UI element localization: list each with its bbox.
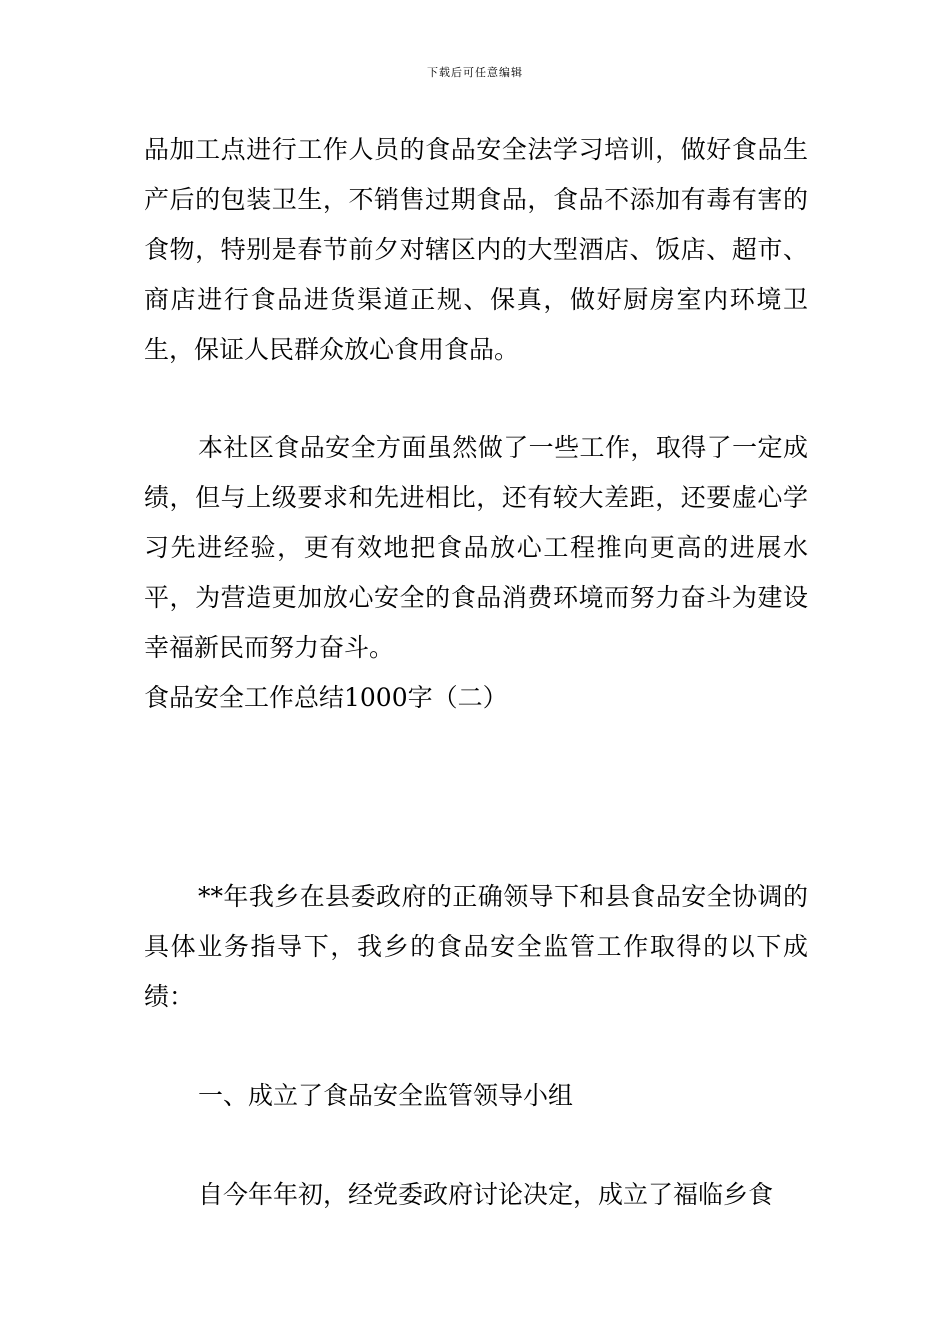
paragraph-township-achievements: **年我乡在县委政府的正确领导下和县食品安全协调的具体业务指导下，我乡的食品安全监管工作取得的以下成绩： <box>144 882 808 1011</box>
paragraph-leadership-group: 自今年年初，经党委政府讨论决定，成立了福临乡食 <box>198 1180 774 1209</box>
section-heading: 食品安全工作总结1000字（二） <box>144 683 508 712</box>
subsection-heading-leadership-group: 一、成立了食品安全监管领导小组 <box>198 1081 574 1110</box>
page-header: 下载后可任意编辑 <box>427 66 523 79</box>
paragraph-community-summary: 本社区食品安全方面虽然做了一些工作，取得了一定成绩，但与上级要求和先进相比，还有较大差距，还要虚心学习先进经验，更有效地把食品放心工程推向更高的进展水平，为营造更加放心安全的食品消费环境而努力奋斗为建设幸福新民而努力奋斗。 <box>144 433 808 662</box>
paragraph-food-processing: 品加工点进行工作人员的食品安全法学习培训，做好食品生产后的包装卫生，不销售过期食品，食品不添加有毒有害的食物，特别是春节前夕对辖区内的大型酒店、饭店、超市、商店进行食品进货渠道正规、保真，做好厨房室内环境卫生，保证人民群众放心食用食品。 <box>144 135 808 364</box>
